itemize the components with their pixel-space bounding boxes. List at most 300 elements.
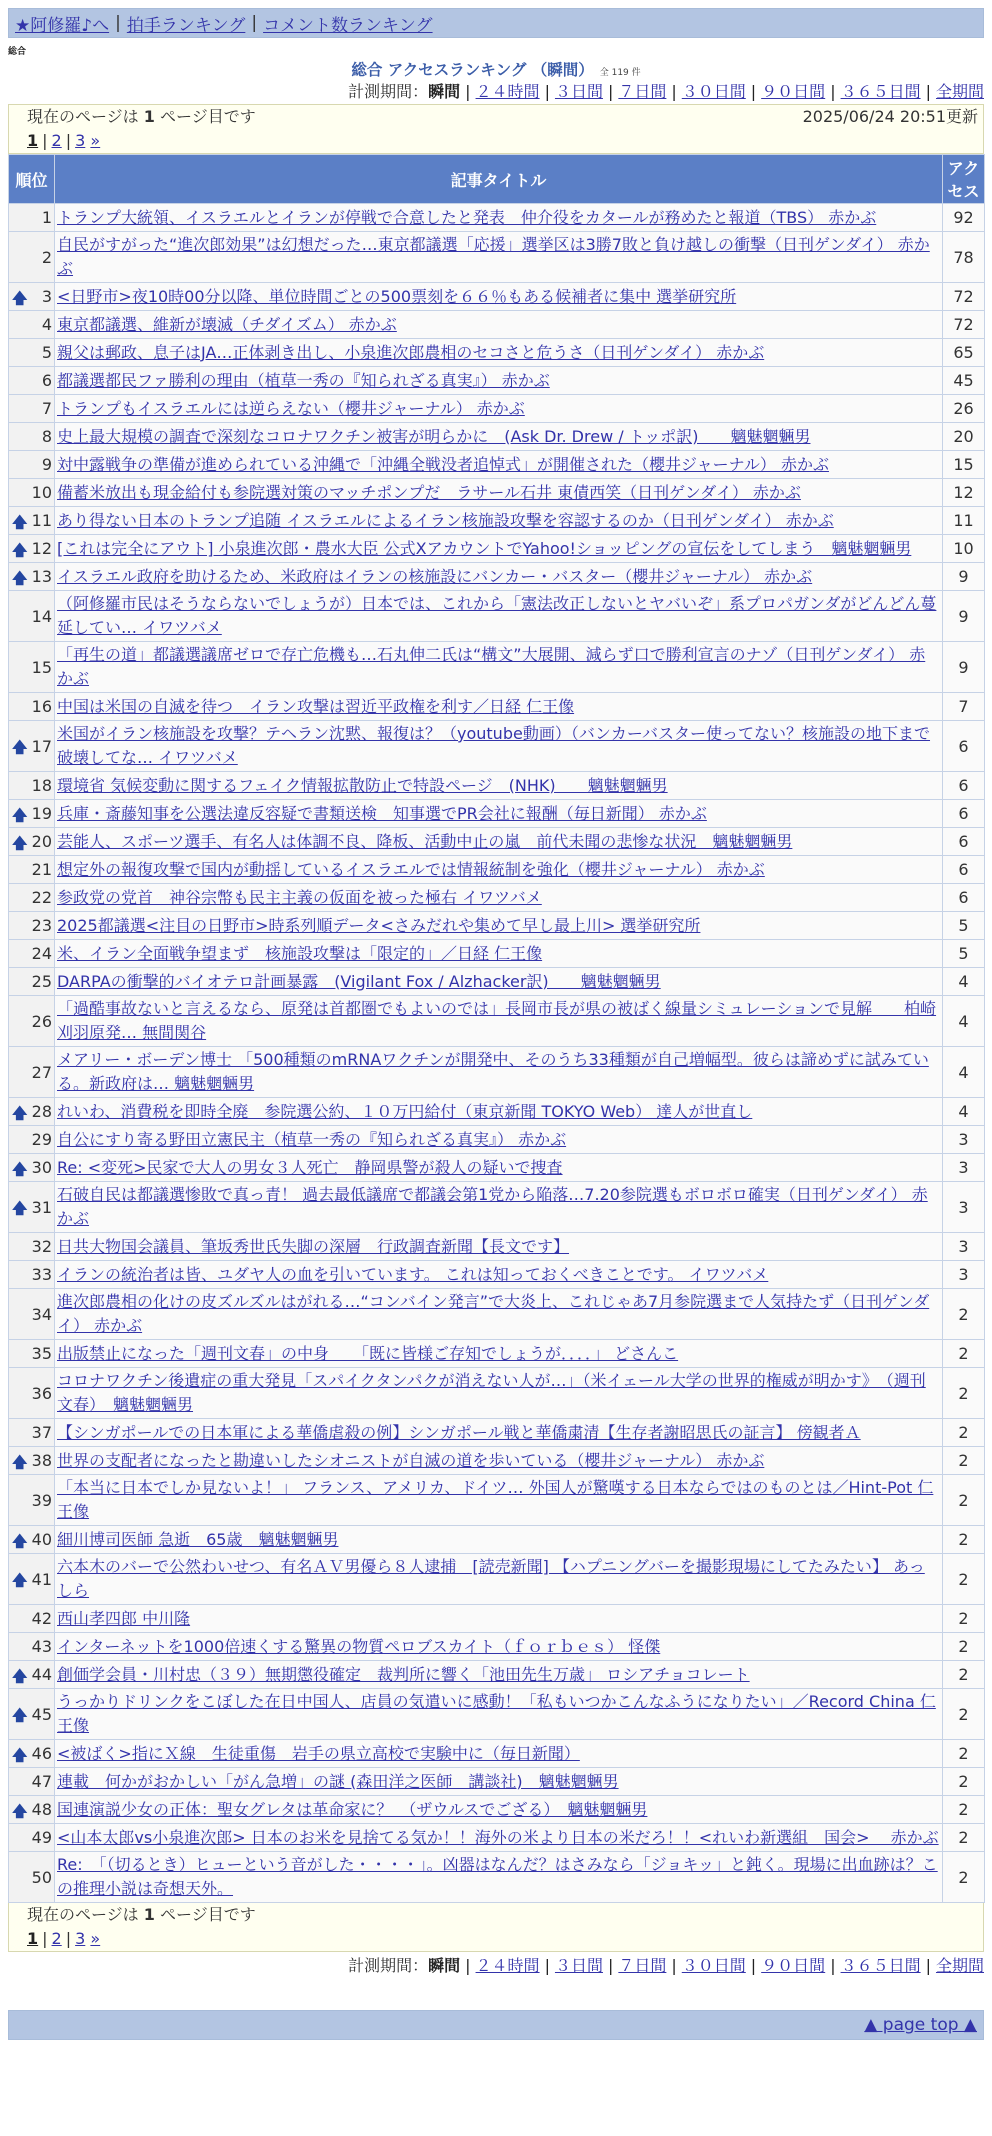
title-cell (55, 283, 943, 311)
title-cell (55, 996, 943, 1047)
article-link[interactable]: 自民がすがった“進次郎効果”は幻想だった…東京都議選「応援」選挙区は3勝7敗と負け越しの衝撃（日刊ゲンダイ） 赤かぶ (57, 235, 930, 278)
article-link[interactable]: 米、イラン全面戦争望まず 核施設攻撃は「限定的」／日経 仁王像 (57, 943, 543, 963)
rank-cell (9, 563, 55, 591)
table-row (9, 1554, 985, 1605)
rank-cell (9, 1605, 55, 1633)
separator: | (115, 13, 121, 33)
table-row (9, 800, 985, 828)
table-row (9, 996, 985, 1047)
article-link[interactable]: 米国がイラン核施設を攻撃？テヘラン沈黙、報復は？（youtube動画）（バンカーバスター使ってない？核施設の地下まで破壊してな… イワツバメ (57, 724, 931, 767)
ranking-table (8, 154, 985, 1903)
article-link[interactable]: <日野市>夜10時00分以降、単位時間ごとの500票刻を６６％もある候補者に集中 選挙研究所 (57, 286, 737, 306)
rank-number: 49 (31, 1828, 52, 1847)
access-count: 7 (943, 693, 985, 721)
period-link[interactable]: ３日間 (554, 82, 603, 101)
title-cell (55, 1661, 943, 1689)
title-cell (55, 642, 943, 693)
rank-up-arrow-icon: 🡅 (12, 288, 28, 307)
table-row (9, 563, 985, 591)
period-link[interactable]: ３０日間 (681, 82, 746, 101)
period-selector-bottom (8, 1954, 984, 1978)
table-row (9, 507, 985, 535)
title-cell (55, 1689, 943, 1740)
rank-up-arrow-icon: 🡅 (12, 1666, 28, 1685)
title-cell (55, 1526, 943, 1554)
rank-cell (9, 1154, 55, 1182)
rank-cell (9, 1419, 55, 1447)
title-cell (55, 1126, 943, 1154)
rank-up-arrow-icon: 🡅 (12, 1801, 28, 1820)
rank-number: 25 (31, 972, 52, 991)
table-row (9, 1126, 985, 1154)
current-page-text: 現在のページは 1 ページ目です (27, 1905, 256, 1924)
article-link[interactable]: 進次郎農相の化けの皮ズルズルはがれる…“コンバイン発言”で大炎上、これじゃあ7月参院選まで人気持たず（日刊ゲンダイ） 赤かぶ (57, 1292, 930, 1335)
period-link[interactable]: ７日間 (618, 1956, 667, 1975)
title-cell (55, 1182, 943, 1233)
article-link[interactable]: Re: 「（切るとき）ヒューという音がした・・・・」。凶器はなんだ？はさみなら「ジョキッ」と鈍く。現場に出血跡は？この推理小説は奇想天外。 (57, 1855, 938, 1898)
rank-cell (9, 828, 55, 856)
rank-up-arrow-icon: 🡅 (12, 1159, 28, 1178)
rank-number: 16 (31, 697, 52, 716)
title-cell (55, 563, 943, 591)
access-count: 2 (943, 1852, 985, 1903)
article-link[interactable]: 備蓄米放出も現金給付も参院選対策のマッチポンプだ ラサール石井 東債西笑（日刊ゲンダイ） 赤かぶ (57, 482, 801, 502)
access-count: 6 (943, 800, 985, 828)
page-link[interactable]: 2 (51, 1929, 62, 1948)
article-link[interactable]: 中国は米国の自滅を待つ イラン攻撃は習近平政権を利す／日経 仁王像 (57, 696, 575, 716)
article-link[interactable]: 親父は郵政、息子はJA…正体剥き出し、小泉進次郎農相のセコさと危うさ（日刊ゲンダイ） 赤かぶ (57, 342, 765, 362)
next-page-link[interactable]: » (90, 131, 101, 150)
period-label: 計測期間： (348, 82, 429, 101)
article-link[interactable]: 「過酷事故ないと言えるなら、原発は首都圏でもよいのでは」長岡市長が県の被ばく線量シミュレーションで見解 柏崎刈羽原発… 無間関谷 (57, 999, 937, 1042)
title-cell (55, 1154, 943, 1182)
table-row (9, 912, 985, 940)
rank-number: 30 (31, 1158, 52, 1177)
article-link[interactable]: 都議選都民ファ勝利の理由（植草一秀の『知られざる真実』） 赤かぶ (57, 370, 550, 390)
access-count: 15 (943, 451, 985, 479)
rank-up-arrow-icon: 🡅 (12, 1571, 28, 1589)
rank-up-arrow-icon: 🡅 (12, 805, 28, 824)
rank-number: 4 (41, 315, 52, 334)
title-cell (55, 1796, 943, 1824)
table-row (9, 1289, 985, 1340)
rank-cell (9, 772, 55, 800)
rank-number: 40 (31, 1530, 52, 1549)
article-link[interactable]: 芸能人、スポーツ選手、有名人は体調不良、降板、活動中止の嵐 前代未聞の悲惨な状況 魑魅魍魎男 (57, 831, 793, 851)
period-link[interactable]: ３日間 (554, 1956, 603, 1975)
table-row (9, 451, 985, 479)
access-count: 6 (943, 856, 985, 884)
title-cell (55, 423, 943, 451)
article-link[interactable]: [これは完全にアウト] 小泉進次郎・農水大臣 公式XアカウントでYahoo!ショッピングの宣伝をしてしまう 魑魅魍魎男 (57, 538, 912, 558)
article-link[interactable]: 連載 何かがおかしい「がん急増」の謎 (森田洋之医師 講談社) 魑魅魍魎男 (57, 1771, 619, 1791)
rank-cell (9, 232, 55, 283)
access-count: 2 (943, 1633, 985, 1661)
title-cell (55, 940, 943, 968)
table-row (9, 1796, 985, 1824)
rank-cell (9, 367, 55, 395)
rank-cell (9, 451, 55, 479)
access-count: 20 (943, 423, 985, 451)
article-link[interactable]: トランプ大統領、イスラエルとイランが停戦で合意したと発表 仲介役をカタールが務めたと報道（TBS） 赤かぶ (57, 207, 877, 227)
article-link[interactable]: イランの統治者は皆、ユダヤ人の血を引いています。 これは知っておくべきことです。 イワツバメ (57, 1264, 769, 1284)
rank-cell (9, 339, 55, 367)
table-row (9, 1689, 985, 1740)
rank-cell (9, 800, 55, 828)
separator: | (750, 1956, 757, 1975)
separator: | (925, 82, 931, 101)
table-row (9, 591, 985, 642)
table-row (9, 535, 985, 563)
next-page-link[interactable]: » (90, 1929, 101, 1948)
rank-up-arrow-icon: 🡅 (12, 512, 28, 531)
rank-number: 33 (31, 1265, 52, 1284)
table-row (9, 423, 985, 451)
access-count: 2 (943, 1475, 985, 1526)
rank-number: 8 (41, 427, 52, 446)
article-link[interactable]: あり得ない日本のトランプ追随 イスラエルによるイラン核施設攻撃を容認するのか（日刊ゲンダイ） 赤かぶ (57, 510, 834, 530)
title-cell (55, 1447, 943, 1475)
rank-cell (9, 1661, 55, 1689)
period-link[interactable]: ３６５日間 (840, 82, 921, 101)
title-cell (55, 451, 943, 479)
rank-number: 5 (41, 343, 52, 362)
access-count: 12 (943, 479, 985, 507)
table-row (9, 642, 985, 693)
title-cell (55, 367, 943, 395)
rank-number: 15 (31, 657, 52, 677)
table-row (9, 772, 985, 800)
pager-bottom (27, 1927, 978, 1951)
article-link[interactable]: 「本当に日本でしか見ないよ！」 フランス、アメリカ、ドイツ… 外国人が驚嘆する日本ならではのものとは／Hint-Pot 仁王像 (57, 1478, 934, 1521)
title-cell (55, 772, 943, 800)
access-count: 6 (943, 884, 985, 912)
article-link[interactable]: メアリー・ボーデン博士 「500種類のmRNAワクチンが開発中、そのうち33種類が自己増幅型。彼らは諦めずに試みている。新政府は… 魑魅魍魎男 (57, 1050, 929, 1093)
footer-bar (8, 2010, 984, 2040)
updated-timestamp: 2025/06/24 20:51更新 (802, 107, 978, 126)
table-row (9, 1740, 985, 1768)
clap-ranking-link[interactable]: 拍手ランキング (126, 15, 246, 36)
rank-number: 44 (31, 1665, 52, 1684)
access-count: 2 (943, 1824, 985, 1852)
rank-number: 32 (31, 1237, 52, 1256)
rank-number: 48 (31, 1800, 52, 1819)
access-count: 5 (943, 940, 985, 968)
rank-number: 20 (31, 832, 52, 851)
article-link[interactable]: インターネットを1000倍速くする驚異の物質ペロブスカイト（ｆｏｒｂｅｓ） 怪傑 (57, 1636, 661, 1656)
period-link[interactable]: ２４時間 (475, 82, 540, 101)
article-link[interactable]: 六本木のバーで公然わいせつ、有名ＡＶ男優ら８人逮捕 [読売新聞] 【ハプニングバーを撮影現場にしてたみたい】 あっしら (57, 1557, 925, 1600)
rank-cell (9, 591, 55, 642)
rank-number: 23 (31, 916, 52, 935)
title-cell (55, 1475, 943, 1526)
title-cell (55, 1554, 943, 1605)
access-count: 2 (943, 1447, 985, 1475)
title-cell (55, 1824, 943, 1852)
title-cell (55, 1740, 943, 1768)
rank-number: 12 (31, 539, 52, 558)
rank-number: 19 (31, 804, 52, 823)
rank-up-arrow-icon: 🡅 (12, 540, 28, 559)
access-count: 26 (943, 395, 985, 423)
separator: | (925, 1956, 931, 1975)
table-row (9, 232, 985, 283)
period-link[interactable]: 全期間 (935, 82, 984, 101)
table-row (9, 1340, 985, 1368)
separator: | (465, 1956, 471, 1975)
title-cell (55, 1340, 943, 1368)
pagination-box-bottom (8, 1903, 984, 1952)
article-link[interactable]: 想定外の報復攻撃で国内が動揺しているイスラエルでは情報統制を強化（櫻井ジャーナル） 赤かぶ (57, 859, 765, 879)
page-link[interactable]: 3 (75, 1929, 86, 1948)
access-count: 10 (943, 535, 985, 563)
rank-number: 46 (31, 1744, 52, 1763)
rank-number: 29 (31, 1130, 52, 1149)
rank-number: 24 (31, 944, 52, 963)
rank-cell (9, 423, 55, 451)
article-link[interactable]: 「再生の道」都議選議席ゼロで存亡危機も…石丸伸二氏は“構文”大展開、減らず口で勝利宣言のナゾ（日刊ゲンダイ） 赤かぶ (57, 645, 926, 688)
access-count: 5 (943, 912, 985, 940)
rank-number: 7 (41, 399, 52, 418)
rank-number: 10 (31, 483, 52, 502)
rank-number: 9 (41, 455, 52, 474)
rank-number: 50 (31, 1867, 52, 1887)
access-count: 2 (943, 1368, 985, 1419)
article-link[interactable]: DARPAの衝撃的バイオテロ計画暴露 (Vigilant Fox / Alzhacker訳) 魑魅魍魎男 (57, 971, 661, 991)
rank-cell (9, 1633, 55, 1661)
article-link[interactable]: （阿修羅市民はそうならないでしょうが）日本では、これから「憲法改正しないとヤバいぞ」系プロパガンダがどんどん蔓延してい… イワツバメ (57, 594, 937, 637)
title-cell (55, 1261, 943, 1289)
period-link[interactable]: ３０日間 (681, 1956, 746, 1975)
rank-number: 41 (31, 1569, 52, 1589)
rank-number: 47 (31, 1772, 52, 1791)
table-row (9, 1368, 985, 1419)
separator: | (750, 82, 757, 101)
title-cell (55, 232, 943, 283)
title-cell (55, 800, 943, 828)
access-count: 2 (943, 1740, 985, 1768)
current-page-text: 現在のページは 1 ページ目です (27, 107, 256, 126)
access-count: 2 (943, 1419, 985, 1447)
article-link[interactable]: 西山孝四郎 中川隆 (57, 1608, 191, 1628)
table-row (9, 1154, 985, 1182)
rank-up-arrow-icon: 🡅 (12, 833, 28, 852)
separator: | (544, 82, 550, 101)
separator: | (671, 1956, 677, 1975)
rank-cell (9, 283, 55, 311)
access-count: 72 (943, 311, 985, 339)
title-cell (55, 721, 943, 772)
rank-up-arrow-icon: 🡅 (12, 1452, 28, 1471)
article-link[interactable]: 石破自民は都議選惨敗で真っ青！ 過去最低議席で都議会第1党から陥落…7.20参院選もボロボロ確実（日刊ゲンダイ） 赤かぶ (57, 1185, 928, 1228)
access-count: 2 (943, 1689, 985, 1740)
title-cell (55, 507, 943, 535)
rank-number: 14 (31, 606, 52, 626)
table-row (9, 1852, 985, 1903)
period-selector-top (8, 80, 984, 104)
table-row (9, 1098, 985, 1126)
article-link[interactable]: コロナワクチン後遺症の重大発見「スパイクタンパクが消えない人が…」（米イェール大学の世界的権威が明かす》 （週刊文春） 魑魅魍魎男 (57, 1371, 926, 1414)
table-row (9, 367, 985, 395)
article-link[interactable]: れいわ、消費税を即時全廃 参院選公約、１０万円給付（東京新聞 TOKYO Web） 達人が世直し (57, 1101, 753, 1121)
rank-number: 39 (31, 1490, 52, 1510)
title-cell (55, 884, 943, 912)
table-row (9, 395, 985, 423)
title-cell (55, 395, 943, 423)
rank-number: 38 (31, 1451, 52, 1470)
rank-number: 18 (31, 776, 52, 795)
rank-cell (9, 968, 55, 996)
article-link[interactable]: 出版禁止になった「週刊文春」の中身 「既に皆様ご存知でしょうが．．．．」 どさんこ (57, 1343, 679, 1363)
table-row (9, 1661, 985, 1689)
title-cell (55, 1633, 943, 1661)
home-link[interactable]: ★阿修羅♪へ (15, 15, 110, 36)
table-row (9, 283, 985, 311)
title-cell (55, 1289, 943, 1340)
pagination-box-top (8, 104, 984, 154)
article-link[interactable]: Re: <変死>民家で大人の男女３人死亡 静岡県警が殺人の疑いで捜査 (57, 1157, 563, 1177)
separator: | (42, 1929, 48, 1948)
rank-cell (9, 479, 55, 507)
access-header: アクセス (943, 155, 985, 204)
access-count: 2 (943, 1605, 985, 1633)
table-row (9, 1419, 985, 1447)
separator: | (607, 82, 614, 101)
article-link[interactable]: <山本太郎vs小泉進次郎> 日本のお米を見捨てる気か！！海外の米より日本の米だろ！！<れいわ新選組 国会> 赤かぶ (57, 1827, 939, 1847)
access-count: 4 (943, 1098, 985, 1126)
title-cell (55, 1098, 943, 1126)
access-count: 4 (943, 968, 985, 996)
rank-cell (9, 1740, 55, 1768)
separator: | (830, 82, 836, 101)
article-link[interactable]: 世界の支配者になったと勘違いしたシオニストが自滅の道を歩いている（櫻井ジャーナル） 赤かぶ (57, 1450, 765, 1470)
article-link[interactable]: <被ばく>指にＸ線 生徒重傷 岩手の県立高校で実験中に（毎日新聞） (57, 1743, 580, 1763)
access-count: 6 (943, 828, 985, 856)
access-count: 11 (943, 507, 985, 535)
title-cell (55, 1768, 943, 1796)
title-cell (55, 479, 943, 507)
rank-cell (9, 1289, 55, 1340)
page-current: 1 (27, 1929, 39, 1948)
table-row (9, 1605, 985, 1633)
rank-number: 43 (31, 1637, 52, 1656)
rank-number: 42 (31, 1609, 52, 1628)
rank-up-arrow-icon: 🡅 (12, 568, 28, 587)
rank-number: 2 (41, 247, 52, 267)
article-link[interactable]: うっかりドリンクをこぼした在日中国人、店員の気遣いに感動！「私もいつかこんなふうになりたい」／Record China 仁王像 (57, 1692, 936, 1735)
article-link[interactable]: 環境省 気候変動に関するフェイク情報拡散防止で特設ページ (NHK) 魑魅魍魎男 (57, 775, 668, 795)
rank-up-arrow-icon: 🡅 (12, 1745, 28, 1764)
page (8, 8, 984, 2040)
article-link[interactable]: イスラエル政府を助けるため、米政府はイランの核施設にバンカー・バスター（櫻井ジャーナル） 赤かぶ (57, 566, 813, 586)
period-link[interactable]: ９０日間 (761, 82, 826, 101)
article-link[interactable]: 対中露戦争の準備が進められている沖縄で「沖縄全戦没者追悼式」が開催された（櫻井ジャーナル） 赤かぶ (57, 454, 829, 474)
rank-up-arrow-icon: 🡅 (12, 1103, 28, 1122)
separator: | (65, 1929, 72, 1948)
ranking-heading (8, 58, 984, 80)
rank-cell (9, 1689, 55, 1740)
separator: | (65, 131, 72, 150)
article-link[interactable]: 兵庫・斎藤知事を公選法違反容疑で書類送検 知事選でPR会社に報酬（毎日新聞） 赤かぶ (57, 803, 707, 823)
article-link[interactable]: トランプもイスラエルには逆らえない（櫻井ジャーナル） 赤かぶ (57, 398, 525, 418)
separator: | (42, 131, 48, 150)
table-row (9, 1047, 985, 1098)
rank-cell (9, 1047, 55, 1098)
rank-cell (9, 1824, 55, 1852)
rank-header: 順位 (9, 155, 55, 204)
rank-cell (9, 535, 55, 563)
rank-cell (9, 1554, 55, 1605)
article-link[interactable]: 創価学会員・川村忠（３９）無期懲役確定 裁判所に響く「池田先生万歳」 ロシアチョコレート (57, 1664, 750, 1684)
rank-cell (9, 1182, 55, 1233)
rank-cell (9, 1852, 55, 1903)
rank-number: 45 (31, 1704, 52, 1724)
rank-number: 34 (31, 1304, 52, 1324)
rank-cell (9, 507, 55, 535)
article-link[interactable]: 史上最大規模の調査で深刻なコロナワクチン被害が明らかに (Ask Dr. Drew / トッポ訳) 魑魅魍魎男 (57, 426, 811, 446)
title-cell (55, 1605, 943, 1633)
article-link[interactable]: 細川博司医師 急逝 65歳 魑魅魍魎男 (57, 1529, 339, 1549)
article-link[interactable]: 東京都議選、維新が壊滅（チダイズム） 赤かぶ (57, 314, 397, 334)
rank-number: 36 (31, 1383, 52, 1403)
access-count: 4 (943, 1047, 985, 1098)
rank-cell (9, 856, 55, 884)
rank-cell (9, 996, 55, 1047)
rank-up-arrow-icon: 🡅 (12, 738, 28, 756)
rank-cell (9, 912, 55, 940)
category-label: 総合 (8, 47, 27, 57)
period-link[interactable]: ２４時間 (475, 1956, 540, 1975)
table-row (9, 940, 985, 968)
access-count: 65 (943, 339, 985, 367)
access-count: 2 (943, 1526, 985, 1554)
title-cell (55, 693, 943, 721)
table-row (9, 721, 985, 772)
article-link[interactable]: 国連演説少女の正体：聖女グレタは革命家に？ （ザウルスでござる） 魑魅魍魎男 (57, 1799, 648, 1819)
article-link[interactable]: 日共大物国会議員、筆坂秀世氏失脚の深層 行政調査新聞【長文です】 (57, 1236, 570, 1256)
article-link[interactable]: 参政党の党首 神谷宗幣も民主主義の仮面を被った極右 イワツバメ (57, 887, 542, 907)
period-link[interactable]: ９０日間 (761, 1956, 826, 1975)
title-cell (55, 856, 943, 884)
access-count: 3 (943, 1233, 985, 1261)
separator: | (544, 1956, 550, 1975)
period-link[interactable]: 全期間 (935, 1956, 984, 1975)
period-link[interactable]: ７日間 (618, 82, 667, 101)
period-link[interactable]: ３６５日間 (840, 1956, 921, 1975)
total-count: 全 119 件 (599, 68, 641, 78)
page-link[interactable]: 3 (75, 131, 86, 150)
table-row (9, 204, 985, 232)
rank-number: 22 (31, 888, 52, 907)
page-top-link[interactable]: ▲ page top ▲ (864, 2015, 977, 2035)
title-cell (55, 968, 943, 996)
access-count: 3 (943, 1182, 985, 1233)
article-link[interactable]: 2025都議選<注目の日野市>時系列順データ<さみだれや集めて早し最上川> 選挙研究所 (57, 915, 701, 935)
rank-cell (9, 940, 55, 968)
rank-number: 3 (41, 287, 52, 306)
period-label: 計測期間： (348, 1956, 429, 1975)
page-title: 総合 アクセスランキング （瞬間） (351, 61, 594, 79)
article-link[interactable]: 【シンガポールでの日本軍による華僑虐殺の例】シンガポール戦と華僑粛清【生存者謝昭思氏の証言】 傍観者Ａ (57, 1422, 861, 1442)
separator: | (251, 13, 258, 33)
page-link[interactable]: 2 (51, 131, 62, 150)
access-count: 3 (943, 1126, 985, 1154)
table-row (9, 693, 985, 721)
access-count: 4 (943, 996, 985, 1047)
page-current: 1 (27, 131, 39, 150)
article-link[interactable]: 自公にすり寄る野田立憲民主（植草一秀の『知られざる真実』） 赤かぶ (57, 1129, 567, 1149)
comment-ranking-link[interactable]: コメント数ランキング (263, 15, 433, 36)
